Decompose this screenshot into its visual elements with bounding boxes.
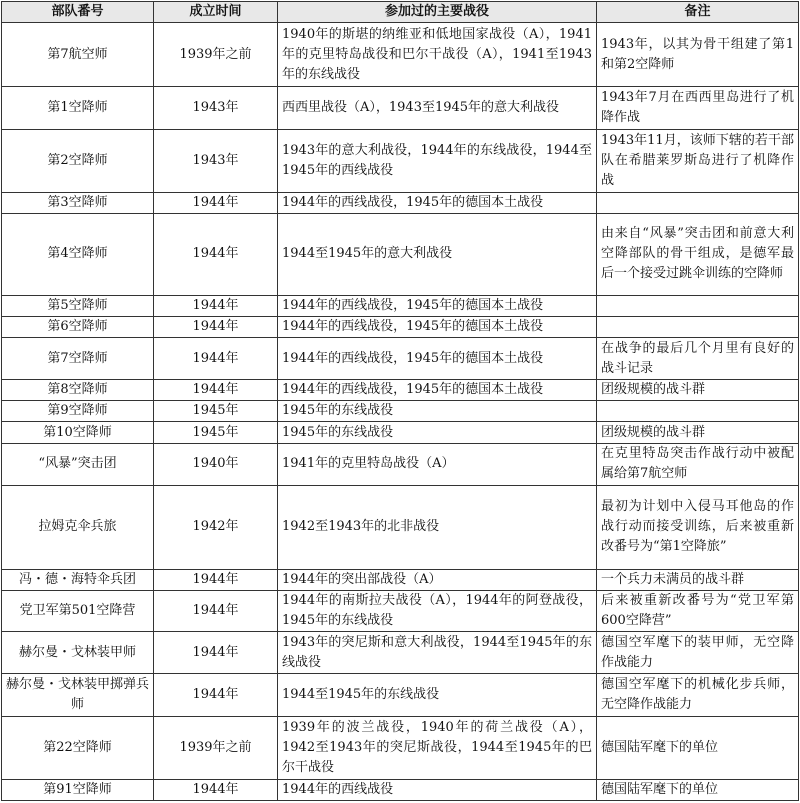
- unit-cell: 第4空降师: [2, 213, 154, 295]
- founded-cell: 1944年: [154, 591, 278, 632]
- battles-cell: 1940年的斯堪的纳维亚和低地国家战役（A），1941年的克里特岛战役和巴尔干战役（A），1941至1943年的东线战役: [278, 23, 597, 87]
- notes-cell: 德国空军麾下的机械化步兵师，无空降作战能力: [597, 674, 799, 716]
- founded-cell: 1944年: [154, 779, 278, 800]
- battles-cell: 1944年的西线战役，1945年的德国本土战役: [278, 338, 597, 380]
- founded-cell: 1939年之前: [154, 23, 278, 87]
- notes-cell: 1943年7月在西西里岛进行了机降作战: [597, 87, 799, 130]
- notes-cell: 最初为计划中入侵马耳他岛的作战行动而接受训练，后来被重新改番号为“第1空降旅”: [597, 485, 799, 569]
- unit-cell: 第1空降师: [2, 87, 154, 130]
- unit-cell: 第10空降师: [2, 422, 154, 443]
- notes-cell: [597, 401, 799, 422]
- founded-cell: 1944年: [154, 380, 278, 401]
- battles-cell: 西西里战役（A），1943至1945年的意大利战役: [278, 87, 597, 130]
- founded-cell: 1943年: [154, 87, 278, 130]
- founded-cell: 1939年之前: [154, 716, 278, 779]
- unit-cell: 第3空降师: [2, 192, 154, 213]
- table-row: [2, 380, 799, 401]
- founded-cell: 1945年: [154, 422, 278, 443]
- notes-cell: 德国空军麾下的装甲师，无空降作战能力: [597, 632, 799, 674]
- battles-cell: 1944年的西线战役: [278, 779, 597, 800]
- founded-cell: 1944年: [154, 213, 278, 295]
- battles-cell: 1944年的西线战役，1945年的德国本土战役: [278, 380, 597, 401]
- table-header-row: [2, 2, 799, 23]
- battles-cell: 1941年的克里特岛战役（A）: [278, 443, 597, 485]
- founded-cell: 1944年: [154, 632, 278, 674]
- table-row: [2, 296, 799, 317]
- unit-cell: 赫尔曼・戈林装甲掷弹兵师: [2, 674, 154, 716]
- table-row: [2, 591, 799, 632]
- notes-cell: 1943年11月，该师下辖的若干部队在希腊莱罗斯岛进行了机降作战: [597, 130, 799, 192]
- header-unit: 部队番号: [2, 2, 154, 23]
- unit-cell: 第5空降师: [2, 296, 154, 317]
- founded-cell: 1944年: [154, 317, 278, 338]
- unit-cell: 赫尔曼・戈林装甲师: [2, 632, 154, 674]
- table-row: [2, 485, 799, 569]
- unit-cell: 第7航空师: [2, 23, 154, 87]
- header-founded: 成立时间: [154, 2, 278, 23]
- battles-cell: 1944年的西线战役，1945年的德国本土战役: [278, 317, 597, 338]
- unit-cell: 第7空降师: [2, 338, 154, 380]
- founded-cell: 1944年: [154, 338, 278, 380]
- notes-cell: 由来自“风暴”突击团和前意大利空降部队的骨干组成，是德军最后一个接受过跳伞训练的空降师: [597, 213, 799, 295]
- table-row: [2, 674, 799, 716]
- founded-cell: 1944年: [154, 570, 278, 591]
- unit-cell: 党卫军第501空降营: [2, 591, 154, 632]
- founded-cell: 1944年: [154, 674, 278, 716]
- unit-cell: “风暴”突击团: [2, 443, 154, 485]
- battles-cell: 1939年的波兰战役，1940年的荷兰战役（A），1942至1943年的突尼斯战役，1944至1945年的巴尔干战役: [278, 716, 597, 779]
- table-row: [2, 23, 799, 87]
- battles-cell: 1944年的西线战役，1945年的德国本土战役: [278, 192, 597, 213]
- unit-cell: 第6空降师: [2, 317, 154, 338]
- notes-cell: 在克里特岛突击作战行动中被配属给第7航空师: [597, 443, 799, 485]
- battles-cell: 1943年的突尼斯和意大利战役，1944至1945年的东线战役: [278, 632, 597, 674]
- unit-cell: 第91空降师: [2, 779, 154, 800]
- notes-cell: 德国陆军麾下的单位: [597, 779, 799, 800]
- notes-cell: 德国陆军麾下的单位: [597, 716, 799, 779]
- unit-cell: 第9空降师: [2, 401, 154, 422]
- battles-cell: 1944年的西线战役，1945年的德国本土战役: [278, 296, 597, 317]
- founded-cell: 1944年: [154, 192, 278, 213]
- table-row: [2, 401, 799, 422]
- founded-cell: 1945年: [154, 401, 278, 422]
- header-battles: 参加过的主要战役: [278, 2, 597, 23]
- table-row: [2, 632, 799, 674]
- notes-cell: 1943年，以其为骨干组建了第1和第2空降师: [597, 23, 799, 87]
- notes-cell: [597, 296, 799, 317]
- notes-cell: 团级规模的战斗群: [597, 422, 799, 443]
- founded-cell: 1940年: [154, 443, 278, 485]
- notes-cell: 在战争的最后几个月里有良好的战斗记录: [597, 338, 799, 380]
- table-row: [2, 779, 799, 800]
- founded-cell: 1943年: [154, 130, 278, 192]
- table-row: [2, 422, 799, 443]
- table-row: [2, 87, 799, 130]
- header-notes: 备注: [597, 2, 799, 23]
- battles-cell: 1943年的意大利战役，1944年的东线战役，1944至1945年的西线战役: [278, 130, 597, 192]
- notes-cell: 团级规模的战斗群: [597, 380, 799, 401]
- unit-cell: 拉姆克伞兵旅: [2, 485, 154, 569]
- founded-cell: 1942年: [154, 485, 278, 569]
- notes-cell: [597, 317, 799, 338]
- unit-cell: 第2空降师: [2, 130, 154, 192]
- unit-cell: 第8空降师: [2, 380, 154, 401]
- battles-cell: 1944至1945年的东线战役: [278, 674, 597, 716]
- battles-cell: 1944年的南斯拉夫战役（A），1944年的阿登战役，1945年的东线战役: [278, 591, 597, 632]
- table-row: [2, 716, 799, 779]
- unit-cell: 第22空降师: [2, 716, 154, 779]
- notes-cell: 一个兵力未满员的战斗群: [597, 570, 799, 591]
- table-row: [2, 130, 799, 192]
- battles-cell: 1942至1943年的北非战役: [278, 485, 597, 569]
- table-row: [2, 443, 799, 485]
- table-row: [2, 338, 799, 380]
- battles-cell: 1945年的东线战役: [278, 401, 597, 422]
- unit-cell: 冯・德・海特伞兵团: [2, 570, 154, 591]
- airborne-units-table: [1, 1, 799, 801]
- battles-cell: 1944至1945年的意大利战役: [278, 213, 597, 295]
- notes-cell: 后来被重新改番号为“党卫军第600空降营”: [597, 591, 799, 632]
- battles-cell: 1944年的突出部战役（A）: [278, 570, 597, 591]
- table-row: [2, 213, 799, 295]
- notes-cell: [597, 192, 799, 213]
- table-row: [2, 192, 799, 213]
- founded-cell: 1944年: [154, 296, 278, 317]
- battles-cell: 1945年的东线战役: [278, 422, 597, 443]
- table-row: [2, 317, 799, 338]
- table-row: [2, 570, 799, 591]
